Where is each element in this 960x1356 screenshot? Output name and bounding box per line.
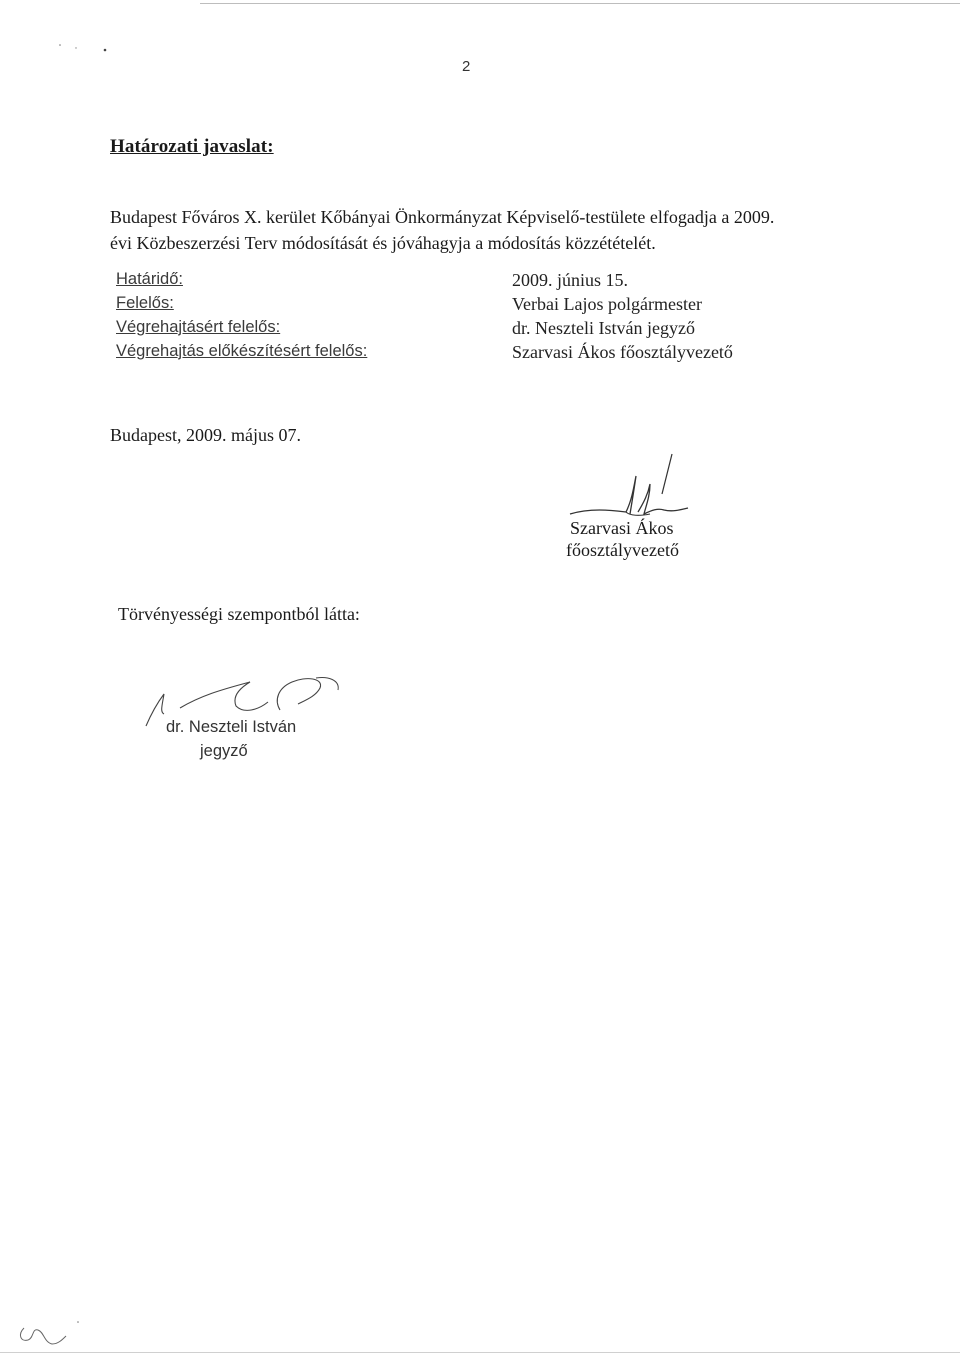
signatory-2-title: jegyző	[200, 742, 248, 760]
resolution-heading: Határozati javaslat:	[110, 136, 274, 157]
corner-scribble	[10, 1310, 90, 1350]
legality-review-line: Törvényességi szempontból látta:	[118, 604, 360, 624]
execution-responsible-value: dr. Neszteli István jegyző	[512, 318, 695, 338]
signatory-1-title: főosztályvezető	[566, 540, 679, 560]
responsible-label: Felelős:	[116, 294, 174, 312]
resolution-text-line-1: Budapest Főváros X. kerület Kőbányai Önkormányzat Képviselő-testülete elfogadja a 2009.	[110, 207, 775, 227]
page-number: 2	[462, 58, 471, 75]
top-border-line	[200, 3, 960, 4]
execution-responsible-label: Végrehajtásért felelős:	[116, 318, 281, 336]
responsible-value: Verbai Lajos polgármester	[512, 294, 702, 314]
resolution-text-line-2: évi Közbeszerzési Terv módosítását és jóváhagyja a módosítás közzétételét.	[110, 233, 656, 253]
preparation-responsible-label: Végrehajtás előkészítésért felelős:	[116, 342, 368, 360]
signatory-2-name: dr. Neszteli István	[166, 718, 297, 736]
signatory-1-name: Szarvasi Ákos	[570, 518, 674, 538]
deadline-value: 2009. június 15.	[512, 270, 629, 290]
bottom-border-line	[0, 1352, 960, 1353]
place-date-line: Budapest, 2009. május 07.	[110, 425, 301, 445]
deadline-label: Határidő:	[116, 270, 183, 288]
resolution-text	[110, 204, 850, 256]
preparation-responsible-value: Szarvasi Ákos főosztályvezető	[512, 342, 733, 362]
scan-specks	[40, 40, 120, 60]
